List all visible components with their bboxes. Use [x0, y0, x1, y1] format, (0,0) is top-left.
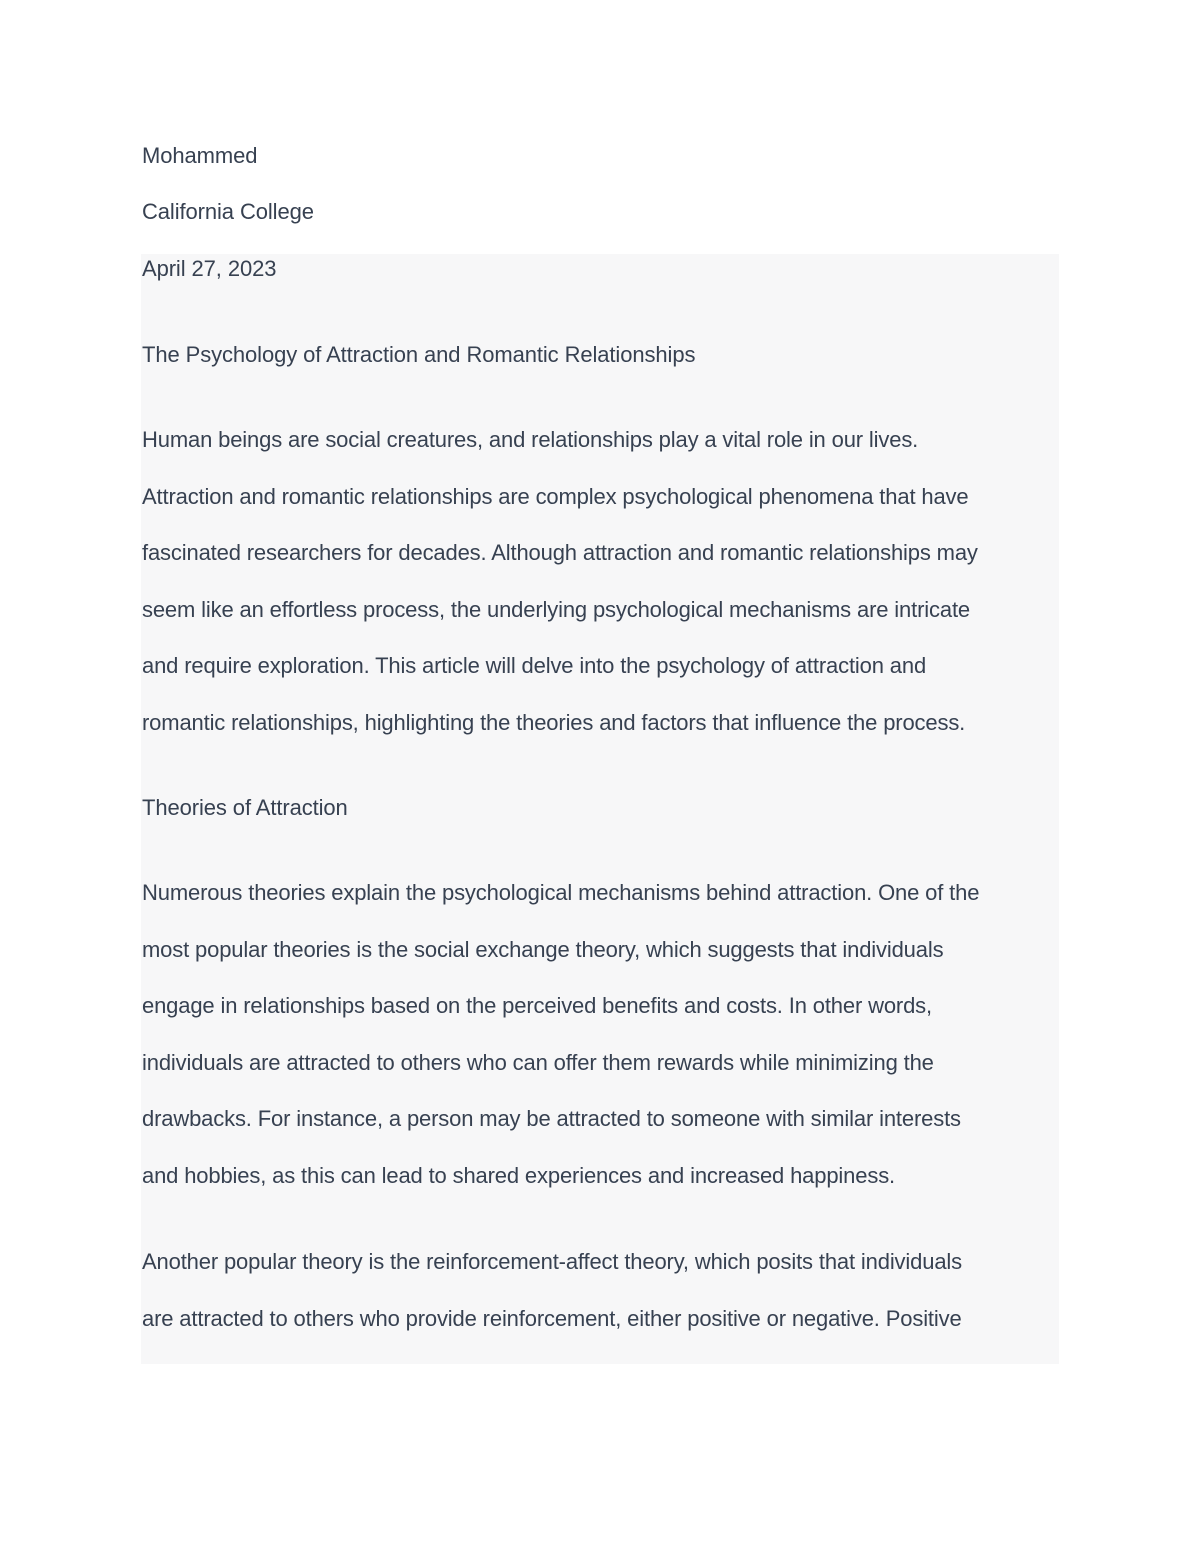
document-date: April 27, 2023	[142, 256, 277, 281]
paragraph-line: and hobbies, as this can lead to shared experiences and increased happiness.	[142, 1162, 896, 1188]
paragraph-line: are attracted to others who provide reinforcement, either positive or negative. Positive	[142, 1305, 962, 1331]
author-name: Mohammed	[142, 143, 258, 168]
paragraph-line: individuals are attracted to others who can offer them rewards while minimizing the	[142, 1049, 934, 1075]
paragraph-line: engage in relationships based on the perceived benefits and costs. In other words,	[142, 993, 932, 1018]
section-heading: Theories of Attraction	[142, 795, 348, 820]
paragraph-line: and require exploration. This article will delve into the psychology of attraction and	[142, 653, 927, 678]
paragraph-line: fascinated researchers for decades. Although attraction and romantic relationships may	[142, 540, 978, 565]
paragraph-line: Numerous theories explain the psychological mechanisms behind attraction. One of the	[142, 880, 980, 905]
document-title: The Psychology of Attraction and Romantic Relationships	[142, 342, 696, 367]
paragraph-theories	[142, 865, 1062, 1204]
paragraph-line: Another popular theory is the reinforcement-affect theory, which posits that individuals	[142, 1249, 962, 1274]
institution-name: California College	[142, 199, 314, 224]
paragraph-line: drawbacks. For instance, a person may be attracted to someone with similar interests	[142, 1106, 961, 1131]
paragraph-intro	[142, 412, 1062, 751]
paragraph-reinforcement	[142, 1234, 1062, 1347]
paragraph-line: most popular theories is the social exchange theory, which suggests that individuals	[142, 936, 944, 962]
paragraph-line: Attraction and romantic relationships are complex psychological phenomena that have	[142, 483, 969, 509]
paragraph-line: romantic relationships, highlighting the theories and factors that influence the process.	[142, 709, 966, 735]
paragraph-line: Human beings are social creatures, and relationships play a vital role in our lives.	[142, 427, 919, 452]
paragraph-line: seem like an effortless process, the underlying psychological mechanisms are intricate	[142, 596, 970, 622]
